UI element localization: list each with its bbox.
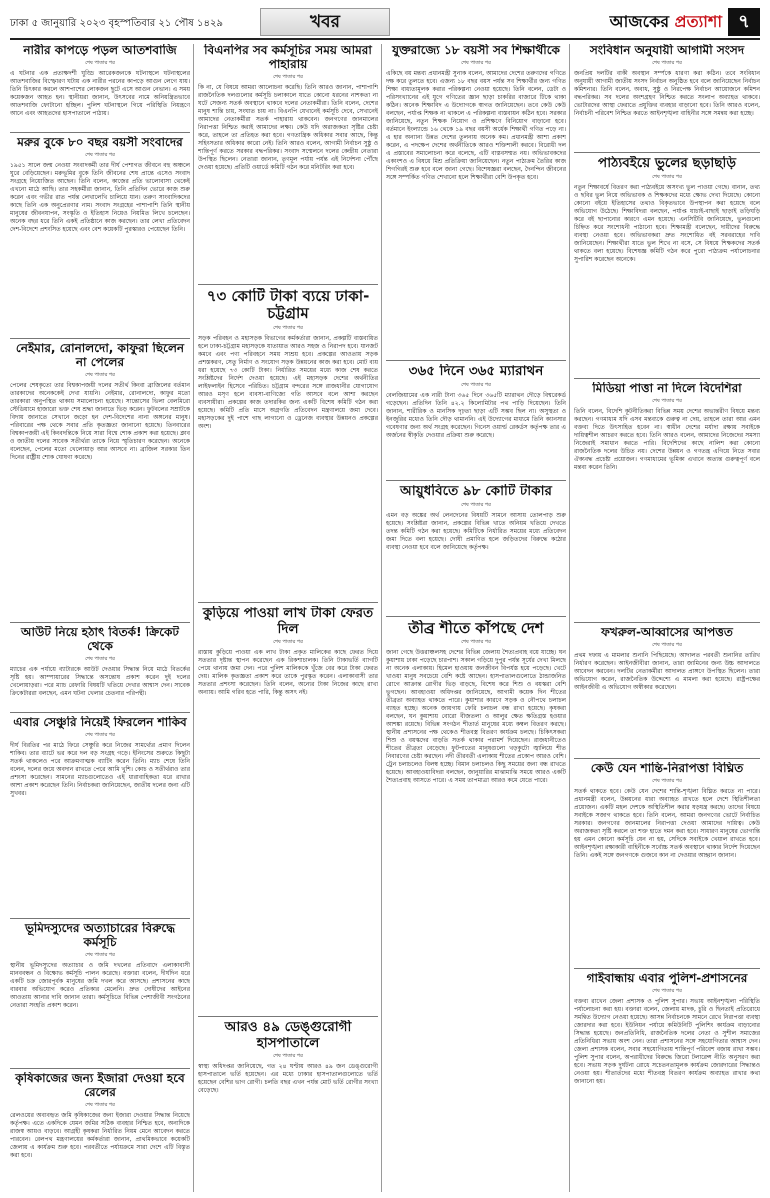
article-body: বেলজিয়ামের এক নারী টানা ৩৬৫ দিনে ৩৬৫টি ম্যারাথন দৌড়ে বিশ্বরেকর্ড গড়েছেন। প্রতিদিন তিনি ৪২.২ কিলোমিটার পথ পাড়ি দিয়েছেন। তিনি জানান, শারীরিক ও মানসিক দৃঢ়তা ছাড়া এটি সম্ভব ছিল না। অসুস্থতা ও ইনজুরির মধ্যেও তিনি দৌড় থামাননি। এই উদ্যোগের মাধ্যমে তিনি ক্যানসার গবেষণার জন্য অর্থ সংগ্রহ করেছেন। গিনেস ওয়ার্ল্ড রেকর্ডস কর্তৃপক্ষ তার এ অর্জনের স্বীকৃতি দেওয়ার প্রক্রিয়া শুরু করেছে।: [386, 391, 566, 439]
page-header: [10, 8, 760, 38]
article-headline: পাঠ্যবইয়ে ভুলের ছড়াছড়ি: [598, 156, 736, 171]
article-body: প্রথম দফায় এ মামলার শুনানি পিছিয়েছে। আদালত পরবর্তী শুনানির তারিখ নির্ধারণ করেছেন। আইনজীবীরা জানান, তারা জামিনের জন্য উচ্চ আদালতে আবেদন করবেন। দলটির নেতাকর্মীরা আদালত প্রাঙ্গণে উপস্থিত ছিলেন। তারা অভিযোগ করেন, রাজনৈতিক উদ্দেশ্যে এ মামলা করা হয়েছে। রাষ্ট্রপক্ষের আইনজীবী এ অভিযোগ অস্বীকার করেছেন।: [574, 651, 760, 691]
article-divider: [574, 968, 760, 969]
article-found-money: [198, 606, 378, 1012]
article-dengue: [198, 1020, 378, 1192]
article-98-crore: [386, 484, 566, 612]
article-headline: নেইমার, রোনালদো, কাফুরা ছিলেন না পেলের: [15, 342, 185, 369]
article-gaibandha: [574, 972, 760, 1192]
article-byline: শেষ পাতার পর: [273, 1053, 303, 1060]
column-2: [198, 44, 378, 1192]
article-body: পেলের শেষকৃত্যে তার বিশ্বকাপজয়ী দলের সতীর্থ কিংবা ব্রাজিলের বর্তমান তারকাদের অনেককেই দেখা যায়নি। নেইমার, রোনালদো, কাফুর মতো তারকারা অনুপস্থিত থাকায় সমালোচনা হয়েছে। সান্তোসের ভিলা বেলমিরো স্টেডিয়ামে হাজারো ভক্ত শেষ শ্রদ্ধা জানাতে ভিড় করেন। ফুটবলের সম্রাটকে বিদায় জানাতে সেখানে জড়ো হন দেশ-বিদেশের নানা অঙ্গনের মানুষ। পরিবারের পক্ষ থেকে সবার প্রতি কৃতজ্ঞতা জানানো হয়েছে। তিনবারের বিশ্বকাপজয়ী এই কিংবদন্তিকে নিয়ে সারা বিশ্বে শোক প্রকাশ করা হয়েছে। ক্লাব ও জাতীয় দলের সাবেক সতীর্থরা তাকে নিয়ে স্মৃতিচারণ করেছেন। অনেকে বলেছেন, পেলের মতো খেলোয়াড় আর আসবে না। ব্রাজিল সরকার তিন দিনের রাষ্ট্রীয় শোক ঘোষণা করেছে।: [10, 381, 190, 461]
article-body: এমন বড় অঙ্কের অর্থ লেনদেনের বিষয়টি সামনে আসায় তোলপাড় শুরু হয়েছে। সংশ্লিষ্টরা জানান, প্রকল্পের বিভিন্ন খাতে অনিয়ম খতিয়ে দেখতে তদন্ত কমিটি গঠন করা হয়েছে। কমিটিকে নির্ধারিত সময়ের মধ্যে প্রতিবেদন জমা দিতে বলা হয়েছে। দোষী প্রমাণিত হলে জড়িতদের বিরুদ্ধে কঠোর ব্যবস্থা নেওয়া হবে বলে জানিয়েছে কর্তৃপক্ষ।: [386, 511, 566, 551]
article-divider: [198, 602, 378, 603]
article-divider: [574, 622, 760, 623]
article-journalist: [10, 136, 190, 334]
article-divider: [198, 1016, 378, 1017]
article-marathon: [386, 364, 566, 476]
article-parliament: [574, 44, 760, 148]
issue-date: ঢাকা ৫ জানুয়ারি ২০২৩ বৃহস্পতিবার ২১ পৌষ ১৪২৯: [10, 18, 223, 29]
article-headline: আয়ুধবিতে ৯৮ কোটি টাকার: [400, 484, 552, 499]
article-headline: ফখরুল-আব্বাসের আপত্তত: [601, 626, 733, 639]
article-headline: কুড়িয়ে পাওয়া লাখ টাকা ফেরত দিল: [202, 606, 374, 637]
article-body: কি না, যে বিষয়ে আমরা আলোচনা করেছি। তিনি আরও জানান, পাশাপাশি রাজনৈতিক দলগুলোর কর্মসূচি চলাকালে যাতে কোনো ধরনের নাশকতা না ঘটে সেজন্য সতর্ক অবস্থানে থাকবে দলের নেতাকর্মীরা। তিনি বলেন, দেশের মানুষ শান্তি চায়, সংঘাত চায় না। বিএনপি যেখানেই কর্মসূচি দেবে, সেখানেই আমাদের নেতাকর্মীরা সতর্ক পাহারায় থাকবেন। জনগণের জানমালের নিরাপত্তা নিশ্চিত করাই আমাদের লক্ষ্য। কেউ যদি অরাজকতা সৃষ্টির চেষ্টা করে, তাহলে তা প্রতিহত করা হবে। গণতান্ত্রিক অধিকার সবার আছে, কিন্তু সহিংসতার অধিকার কারো নেই। তিনি আরও বলেন, আগামী নির্বাচন সুষ্ঠু ও শান্তিপূর্ণ করতে সরকার বদ্ধপরিকর। সংবাদ সম্মেলনে দলের কেন্দ্রীয় নেতারা উপস্থিত ছিলেন। নেতারা জানান, তৃণমূল পর্যায় পর্যন্ত এই নির্দেশনা পৌঁছে দেওয়া হয়েছে। প্রতিটি ওয়ার্ডে কমিটি গঠন করে মনিটরিং করা হবে।: [198, 83, 378, 171]
article-headline: ৩৬৫ দিনে ৩৬৫ ম্যারাথন: [408, 364, 544, 379]
column-4: [574, 44, 760, 1192]
article-dhaka-ctg-highway: [198, 288, 378, 598]
article-divider: [386, 360, 566, 361]
article-headline: ৭৩ কোটি টাকা ব্যয়ে ঢাকা-চট্টগ্রাম: [206, 288, 370, 323]
article-body: তিনি বলেন, বিদেশি কূটনীতিকরা বিভিন্ন সময় দেশের অভ্যন্তরীণ বিষয়ে মন্তব্য করছেন। গণমাধ্যম যদি এসব মন্তব্যকে গুরুত্ব না দেয়, তাহলে তারা আর এমন বক্তব্য দিতে উৎসাহিত হবেন না। স্বাধীন দেশের মর্যাদা রক্ষায় সবাইকে দায়িত্বশীল আচরণ করতে হবে। তিনি আরও বলেন, আমাদের নিজেদের সমস্যা নিজেরাই সমাধান করতে পারি। বিদেশিদের কাছে নালিশ করা কোনো রাজনৈতিক দলের উচিত নয়। দেশের উন্নয়ন ও গণতন্ত্র এগিয়ে নিতে সবার ঐক্যবদ্ধ প্রচেষ্টা প্রয়োজন। গণমাধ্যমের ভূমিকা এখানে অত্যন্ত গুরুত্বপূর্ণ বলে মন্তব্য করেন তিনি।: [574, 407, 760, 471]
article-body: এ ঘটনার এক প্রত্যক্ষদর্শী ঘুড্ডি আরেকজনকে ঘটনাস্থলে ঘটনাস্থলের আতশবাজির বিস্ফোরণ ঘটায় এক নারীর পরনের কাপড়ে আগুন লেগে যায়। তিনি চিৎকার করলে আশপাশের লোকজন ছুটে এসে আগুন নেভান। এ সময় কয়েকজন আহত হন। স্থানীয়রা জানান, উৎসবের নামে অনিয়ন্ত্রিতভাবে আতশবাজি ফোটানো হচ্ছিল। পুলিশ ঘটনাস্থলে গিয়ে পরিস্থিতি নিয়ন্ত্রণে আনে এবং আহতদের হাসপাতালে পাঠায়।: [10, 69, 190, 117]
article-byline: শেষ পাতার পর: [273, 639, 303, 646]
article-body: জানা গেছে উত্তরাঞ্চলসহ দেশের বিভিন্ন জেলায় শৈত্যপ্রবাহ বয়ে যাচ্ছে। ঘন কুয়াশায় ঢাকা পড়েছে চারপাশ। সকাল গড়িয়ে দুপুর পর্যন্ত সূর্যের দেখা মিলছে না অনেক এলাকায়। হিমেল হাওয়ায় জনজীবন বিপর্যস্ত হয়ে পড়েছে। খেটে খাওয়া মানুষ সবচেয়ে বেশি কষ্টে আছেন। হাসপাতালগুলোতে ঠান্ডাজনিত রোগে আক্রান্ত রোগীর ভিড় বাড়ছে, বিশেষ করে শিশু ও বয়স্করা বেশি ভুগছেন। আবহাওয়া অধিদপ্তর জানিয়েছে, আগামী কয়েক দিন শীতের তীব্রতা অব্যাহত থাকতে পারে। কুয়াশার কারণে সড়ক ও নৌপথে চলাচল ব্যাহত হচ্ছে। অনেক জায়গায় ফেরি চলাচল বন্ধ রাখা হয়েছে। কৃষকরা বলছেন, ঘন কুয়াশায় বোরো বীজতলা ও আলুর ক্ষেত ক্ষতিগ্রস্ত হওয়ার আশঙ্কা রয়েছে। বিভিন্ন সংগঠন শীতার্ত মানুষের মধ্যে কম্বল বিতরণ করছে। স্থানীয় প্রশাসনের পক্ষ থেকেও শীতবস্ত্র বিতরণ কার্যক্রম চলছে। চিকিৎসকরা শিশু ও বয়স্কদের বাড়তি সতর্ক থাকার পরামর্শ দিয়েছেন। রাজধানীতেও শীতের তীব্রতা বেড়েছে। ফুটপাতের মানুষগুলো খড়কুটো জ্বালিয়ে শীত নিবারণের চেষ্টা করছেন। নদী তীরবর্তী এলাকায় শীতের প্রকোপ আরও বেশি। ট্রেন চলাচলেও বিলম্ব হচ্ছে। বিমান চলাচলও কিছু সময়ের জন্য বন্ধ রাখতে হয়েছে। আবহাওয়াবিদরা বলছেন, জানুয়ারির মাঝামাঝি সময়ে আরও একটি শৈত্যপ্রবাহ আসতে পারে। এ সময় তাপমাত্রা আরও কমে যেতে পারে।: [386, 649, 566, 785]
article-byline: শেষ পাতার পর: [461, 639, 491, 646]
article-byline: শেষ পাতার পর: [652, 397, 682, 404]
article-divider: [10, 132, 190, 133]
article-headline: কেউ যেন শান্তি-নিরাপত্তা বিঘ্নিত: [590, 762, 744, 775]
article-headline: এবার সেঞ্চুরি নিয়েই ফিরলেন শাকিব: [13, 716, 187, 729]
article-byline: শেষ পাতার পর: [85, 371, 115, 378]
article-divider: [386, 616, 566, 617]
article-shakib: [10, 716, 190, 914]
article-headline: আরও ৪৯ ডেঙ্গুরোগী হাসপাতালে: [224, 1020, 352, 1051]
article-headline: মিডিয়া পাত্তা না দিলে বিদেশিরা: [592, 382, 742, 395]
article-byline: শেষ পাতার পর: [652, 777, 682, 784]
article-body: জনপ্রিয় দলটির বাকী অবস্থান সর্ম্পকে ধারণা করা কঠিন। তবে সংবিধান অনুযায়ী আগামী জাতীয় সংসদ নির্বাচন অনুষ্ঠিত হবে বলে জানিয়েছেন নির্বাচন কমিশনার। তিনি বলেন, অবাধ, সুষ্ঠু ও নিরপেক্ষ নির্বাচন আয়োজনে কমিশন বদ্ধপরিকর। সব দলের অংশগ্রহণ নিশ্চিত করতে সংলাপ অব্যাহত থাকবে। ভোটারদের আস্থা ফেরাতে প্রযুক্তির ব্যবহার বাড়ানো হবে। তিনি আরও বলেন, নির্বাচনী পরিবেশ নিশ্চিত করতে আইনশৃঙ্খলা বাহিনীর সঙ্গে সমন্বয় করা হচ্ছে।: [574, 69, 760, 117]
article-byline: শেষ পাতার পর: [85, 655, 115, 662]
article-divider: [198, 284, 378, 285]
column-1: [10, 44, 190, 1192]
article-byline: শেষ পাতার পর: [85, 151, 115, 158]
article-byline: শেষ পাতার পর: [85, 731, 115, 738]
article-headline: বিএনপির সব কর্মসূচির সময় আমরা পাহারায়: [204, 44, 372, 71]
article-headline: সংবিধান অনুযায়ী আগামী সংসদ: [589, 44, 745, 57]
logo-accent-text: প্রত্যাশা: [674, 12, 722, 31]
section-title: খবর: [260, 8, 390, 36]
article-body: একিছে বয় মন্তব্য প্রধানমন্ত্রী সুনাক বলেন, আমাদের দেশের তরুণদের গণিতে দক্ষ করে তুলতে হবে। এজন্য ১৮ বছর বয়স পর্যন্ত সব শিক্ষার্থীর জন্য গণিত শিক্ষা বাধ্যতামূলক করার পরিকল্পনা নেওয়া হয়েছে। তিনি বলেন, ডেটা ও পরিসংখ্যানের এই যুগে গণিতের জ্ঞান ছাড়া চাকরির বাজারে টিকে থাকা কঠিন। অনেক শিক্ষাবিদ এ উদ্যোগকে স্বাগত জানিয়েছেন। তবে কেউ কেউ বলছেন, পর্যাপ্ত শিক্ষক না থাকলে এ পরিকল্পনা বাস্তবায়ন কঠিন হবে। সরকার জানিয়েছে, নতুন শিক্ষক নিয়োগ ও প্রশিক্ষণে বিনিয়োগ বাড়ানো হবে। বর্তমানে ইংল্যান্ডে ১৬ থেকে ১৯ বছর বয়সী অর্ধেক শিক্ষার্থী গণিত পড়ে না। এ হার অন্যান্য উন্নত দেশের তুলনায় অনেক কম। প্রধানমন্ত্রী আশা প্রকাশ করেন, এ পদক্ষেপ দেশের অর্থনীতিকে আরও শক্তিশালী করবে। বিরোধী দল এ প্রস্তাবের সমালোচনা করে বলেছে, এটি বাস্তবসম্মত নয়। অভিভাবকদের একাংশও এ বিষয়ে মিশ্র প্রতিক্রিয়া জানিয়েছেন। নতুন পাঠ্যক্রম তৈরির কাজ শিগগিরই শুরু হবে বলে জানা গেছে। বিশেষজ্ঞরা বলছেন, দৈনন্দিন জীবনের সঙ্গে সম্পর্কিত গণিত শেখানো হলে শিক্ষার্থীরা বেশি উপকৃত হবে।: [386, 69, 566, 181]
article-divider: [574, 152, 760, 153]
article-divider: [10, 338, 190, 339]
article-body: স্থানীয় ভূমিদস্যুদের অত্যাচার ও জমি দখলের প্রতিবাদে এলাকাবাসী মানববন্ধন ও বিক্ষোভ কর্মসূচি পালন করেছে। বক্তারা বলেন, দীর্ঘদিন ধরে একটি চক্র জোরপূর্বক মানুষের জমি দখল করে আসছে। প্রশাসনের কাছে বারবার অভিযোগ করেও প্রতিকার মেলেনি। দ্রুত দোষীদের আইনের আওতায় আনার দাবি জানান তারা। কর্মসূচিতে বিভিন্ন পেশাজীবী সংগঠনের নেতারা সংহতি প্রকাশ করেন।: [10, 961, 190, 1009]
column-divider: [381, 44, 382, 1192]
article-divider: [574, 758, 760, 759]
article-byline: শেষ পাতার পর: [85, 951, 115, 958]
article-byline: শেষ পাতার পর: [652, 173, 682, 180]
article-byline: শেষ পাতার পর: [273, 324, 303, 331]
article-textbook-errors: [574, 156, 760, 374]
column-3: [386, 44, 566, 1192]
article-cold-wave: [386, 620, 566, 1192]
article-byline: শেষ পাতার পর: [652, 59, 682, 66]
article-divider: [574, 378, 760, 379]
article-body: সড়ক পরিবহন ও মহাসড়ক বিভাগের কর্মকর্তারা জানান, প্রকল্পটি বাস্তবায়িত হলে ঢাকা-চট্টগ্রাম মহাসড়কে যাতায়াত আরও সহজ ও নিরাপদ হবে। যানজট কমবে এবং পণ্য পরিবহনে সময় সাশ্রয় হবে। প্রকল্পের আওতায় সড়ক প্রশস্তকরণ, সেতু নির্মাণ ও সংযোগ সড়ক উন্নয়নের কাজ করা হবে। মোট ব্যয় ধরা হয়েছে ৭৩ কোটি টাকা। নির্ধারিত সময়ের মধ্যে কাজ শেষ করতে সংশ্লিষ্টদের নির্দেশ দেওয়া হয়েছে। এই মহাসড়ক দেশের অর্থনীতির লাইফলাইন হিসেবে পরিচিত। চট্টগ্রাম বন্দরের সঙ্গে রাজধানীর যোগাযোগ আরও মসৃণ হলে ব্যবসা-বাণিজ্যে গতি আসবে বলে আশা করছেন ব্যবসায়ীরা। প্রকল্পের কাজ তদারকির জন্য একটি বিশেষ কমিটি গঠন করা হয়েছে। কমিটি প্রতি মাসে অগ্রগতি প্রতিবেদন মন্ত্রণালয়ে জমা দেবে। মহাসড়কের দুই পাশে গাছ লাগানো ও ড্রেনেজ ব্যবস্থার উন্নয়নও প্রকল্পের অংশ।: [198, 334, 378, 430]
article-fireworks: [10, 44, 190, 128]
article-body: রেলওয়ের অব্যবহৃত জমি কৃষিকাজের জন্য ইজারা দেওয়ার সিদ্ধান্ত নিয়েছে কর্তৃপক্ষ। এতে একদিকে যেমন জমির সঠিক ব্যবহার নিশ্চিত হবে, অন্যদিকে রাজস্ব আয়ও বাড়বে। আগ্রহী কৃষকরা নির্ধারিত নিয়ম মেনে আবেদন করতে পারবেন। রেলপথ মন্ত্রণালয়ের কর্মকর্তারা জানান, প্রাথমিকভাবে কয়েকটি জেলায় এ কার্যক্রম শুরু হবে। পরবর্তীতে পর্যায়ক্রমে সারা দেশে এটি বিস্তৃত করা হবে।: [10, 1111, 190, 1159]
article-byline: শেষ পাতার পর: [461, 59, 491, 66]
article-bnp-programs: [198, 44, 378, 280]
logo-main-text: আজকের: [609, 12, 670, 31]
article-body: স্বাস্থ্য অধিদপ্তর জানিয়েছে, গত ২৪ ঘণ্টায় আরও ৪৯ জন ডেঙ্গুরোগী হাসপাতালে ভর্তি হয়েছেন। এর মধ্যে ঢাকার হাসপাতালগুলোতে ভর্তি হয়েছেন বেশির ভাগ রোগী। চলতি বছর এখন পর্যন্ত মোট ভর্তি রোগীর সংখ্যা বেড়েছে।: [198, 1063, 378, 1095]
article-cricket-controversy: [10, 626, 190, 708]
article-byline: শেষ পাতার পর: [652, 641, 682, 648]
page-number: ৭: [728, 8, 760, 36]
article-body: ১৯৫১ সালে জন্ম নেওয়া সংবাদকর্মী তার দীর্ঘ পেশাগত জীবনে বহু অঞ্চলে ঘুরে বেড়িয়েছেন। মরুভূমির বুকে তিনি জীবনের শেষ প্রান্তে এসেও সংবাদ সংগ্রহে নিয়োজিত আছেন। তিনি বলেন, কাজের প্রতি ভালোবাসা থেকেই এখনো মাঠে আছি। তার সহকর্মীরা জানান, তিনি প্রতিদিন ভোরে কাজ শুরু করেন এবং গভীর রাত পর্যন্ত লেখালেখি চালিয়ে যান। তরুণ সাংবাদিকদের কাছে তিনি এক অনুপ্রেরণার নাম। সংবাদ সংগ্রহের পাশাপাশি তিনি স্থানীয় মানুষের জীবনযাপন, সংস্কৃতি ও ইতিহাস নিয়েও নিয়মিত লিখে চলেছেন। অনেক বছর ধরে তিনি একই প্রতিষ্ঠানে কাজ করছেন। তার লেখা প্রতিবেদন দেশ-বিদেশে প্রশংসিত হয়েছে এবং বেশ কয়েকটি পুরস্কারও পেয়েছেন তিনি।: [10, 161, 190, 233]
article-body: দীর্ঘ বিরতির পর মাঠে ফিরে সেঞ্চুরি করে নিজের সামর্থ্যের প্রমাণ দিলেন শাকিব। তার ব্যাটে ভর করে দল বড় সংগ্রহ গড়ে। ইনিংসের শুরুতে কিছুটা সতর্ক থাকলেও পরে আক্রমণাত্মক ব্যাটিং করেন তিনি। ম্যাচ শেষে তিনি বলেন, দলের জয়ে অবদান রাখতে পেরে আমি খুশি। কোচ ও সতীর্থরাও তার প্রশংসা করেছেন। সামনের ম্যাচগুলোতেও এই ধারাবাহিকতা ধরে রাখার আশা প্রকাশ করেছেন তিনি। নির্বাচকরা জানিয়েছেন, জাতীয় দলের জন্য এটি সুখবর।: [10, 741, 190, 797]
article-fakhrul-abbas: [574, 626, 760, 754]
article-peace-security: [574, 762, 760, 964]
column-divider: [569, 44, 570, 1192]
article-body: বক্তব্য রাখেন জেলা প্রশাসক ও পুলিশ সুপার। সভায় আইনশৃঙ্খলা পরিস্থিতি পর্যালোচনা করা হয়। বক্তারা বলেন, জেলায় মাদক, চুরি ও ছিনতাই প্রতিরোধে সমন্বিত উদ্যোগ নেওয়া হয়েছে। আসন্ন নির্বাচনকে সামনে রেখে নিরাপত্তা ব্যবস্থা জোরদার করা হবে। ইউনিয়ন পর্যায়ে কমিউনিটি পুলিশিং কার্যক্রম বাড়ানোর সিদ্ধান্ত হয়েছে। জনপ্রতিনিধি, রাজনৈতিক দলের নেতা ও সুশীল সমাজের প্রতিনিধিরা সভায় অংশ নেন। তারা প্রশাসনের সঙ্গে সহযোগিতার আশ্বাস দেন। জেলা প্রশাসক বলেন, সবার সহযোগিতায় শান্তিপূর্ণ পরিবেশ বজায় রাখা সম্ভব। পুলিশ সুপার বলেন, অপরাধীদের বিরুদ্ধে জিরো টলারেন্স নীতি অনুসরণ করা হবে। সভায় সড়ক দুর্ঘটনা রোধে সচেতনতামূলক কার্যক্রম জোরদারের সিদ্ধান্তও নেওয়া হয়। শীতার্তদের মধ্যে শীতবস্ত্র বিতরণ কার্যক্রম অব্যাহত রাখার কথা জানানো হয়।: [574, 997, 760, 1085]
article-headline: তীব্র শীতে কাঁপছে দেশ: [408, 620, 544, 637]
article-headline: যুক্তরাজ্যে ১৮ বয়সী সব শিক্ষার্থীকে: [392, 44, 560, 57]
article-body: রাস্তায় কুড়িয়ে পাওয়া এক লাখ টাকা প্রকৃত মালিকের কাছে ফেরত দিয়ে সততার দৃষ্টান্ত স্থাপন করেছেন এক রিকশাচালক। তিনি টাকাভর্তি ব্যাগটি পেয়ে থানায় জমা দেন। পরে পুলিশ মালিককে খুঁজে বের করে টাকা ফেরত দেয়। মালিক কৃতজ্ঞতা প্রকাশ করে তাকে পুরস্কৃত করেন। এলাকাবাসী তার সততার প্রশংসা করেছেন। তিনি বলেন, অন্যের টাকা নিজের কাছে রাখা অন্যায়। আমি গরিব হতে পারি, কিন্তু অসৎ নই।: [198, 649, 378, 697]
article-divider: [10, 918, 190, 919]
article-byline: শেষ পাতার পর: [85, 59, 115, 66]
article-headline: আউট নিয়ে হঠাৎ বিতর্ক! ক্রিকেট থেকে: [21, 626, 179, 653]
article-byline: শেষ পাতার পর: [652, 987, 682, 994]
article-divider: [10, 712, 190, 713]
article-byline: শেষ পাতার পর: [85, 1101, 115, 1108]
article-headline: নারীর কাপড়ে পড়ল আতশবাজি: [23, 44, 177, 57]
article-pele: [10, 342, 190, 618]
article-media-foreigners: [574, 382, 760, 618]
article-byline: শেষ পাতার পর: [461, 501, 491, 508]
article-byline: শেষ পাতার পর: [461, 381, 491, 388]
article-railway-lease: [10, 1072, 190, 1192]
article-body: ম্যাচের এক পর্যায়ে ব্যাটারকে আউট দেওয়ার সিদ্ধান্ত নিয়ে মাঠে বিতর্কের সৃষ্টি হয়। আম্পায়ারের সিদ্ধান্তে অসন্তোষ প্রকাশ করেন দুই দলের খেলোয়াড়রা। পরে ম্যাচ রেফারি বিষয়টি খতিয়ে দেখার আশ্বাস দেন। সাবেক ক্রিকেটাররা বলছেন, এমন ঘটনা খেলার চেতনার পরিপন্থী।: [10, 665, 190, 697]
article-headline: মরুর বুকে ৮০ বছর বয়সী সংবাদের: [17, 136, 183, 149]
article-land-grabbers: [10, 922, 190, 1064]
article-divider: [10, 1068, 190, 1069]
article-divider: [386, 480, 566, 481]
header-rule: [10, 38, 760, 40]
article-headline: ভূমিদস্যুদের অত্যাচারের বিরুদ্ধে কর্মসূচি: [24, 922, 176, 949]
article-uk-students: [386, 44, 566, 356]
column-divider: [193, 44, 194, 1192]
article-divider: [10, 622, 190, 623]
article-body: নতুন শিক্ষাবর্ষে বিতরণ করা পাঠ্যবইয়ে অসংখ্য ভুল পাওয়া গেছে। বানান, তথ্য ও ছবির ভুল নিয়ে অভিভাবক ও শিক্ষকদের মধ্যে ক্ষোভ দেখা দিয়েছে। কোনো কোনো বইয়ে ইতিহাসের তথ্যও বিকৃতভাবে উপস্থাপন করা হয়েছে বলে অভিযোগ উঠেছে। শিক্ষাবিদরা বলছেন, পর্যাপ্ত যাচাই-বাছাই ছাড়াই তড়িঘড়ি করে বই ছাপানোর কারণে এমন হয়েছে। এনসিটিবি জানিয়েছে, ভুলগুলো চিহ্নিত করে সংশোধনী পাঠানো হবে। শিক্ষামন্ত্রী বলেছেন, দায়ীদের বিরুদ্ধে ব্যবস্থা নেওয়া হবে। অভিভাবকরা দ্রুত সংশোধিত বই সরবরাহের দাবি জানিয়েছেন। শিক্ষার্থীরা যাতে ভুল শিখে না বসে, সে বিষয়ে শিক্ষকদের সতর্ক থাকতে বলা হয়েছে। বিশেষজ্ঞ কমিটি গঠন করে পুরো পাঠ্যক্রম পর্যালোচনার সুপারিশ করেছেন অনেকে।: [574, 183, 760, 263]
article-body: সতর্ক থাকতে হবে। কেউ যেন দেশের শান্তি-শৃঙ্খলা বিঘ্নিত করতে না পারে। প্রধানমন্ত্রী বলেন, উন্নয়নের ধারা অব্যাহত রাখতে হলে দেশে স্থিতিশীলতা প্রয়োজন। একটি মহল দেশকে অস্থিতিশীল করার ষড়যন্ত্র করছে। তাদের বিষয়ে সবাইকে সজাগ থাকতে হবে। তিনি বলেন, আমরা জনগণের ভোটে নির্বাচিত সরকার। জনগণের জানমালের নিরাপত্তা দেওয়া আমাদের দায়িত্ব। কেউ অরাজকতা সৃষ্টি করলে তা শক্ত হাতে দমন করা হবে। সাধারণ মানুষের ভোগান্তি হয় এমন কোনো কর্মসূচি যেন না হয়, সেদিকে সবাইকে খেয়াল রাখতে হবে। আইনশৃঙ্খলা রক্ষাকারী বাহিনীকে সর্বোচ্চ সতর্ক অবস্থানে থাকার নির্দেশ দিয়েছেন তিনি। একই সঙ্গে জনগণকে গুজবে কান না দেওয়ার আহ্বান জানান।: [574, 787, 760, 859]
newspaper-logo: [610, 9, 722, 36]
article-headline: কৃষিকাজের জন্য ইজারা দেওয়া হবে রেলের: [15, 1072, 185, 1099]
article-headline: গাইবান্ধায় এবার পুলিশ-প্রশাসনের: [586, 972, 748, 985]
article-byline: শেষ পাতার পর: [273, 73, 303, 80]
